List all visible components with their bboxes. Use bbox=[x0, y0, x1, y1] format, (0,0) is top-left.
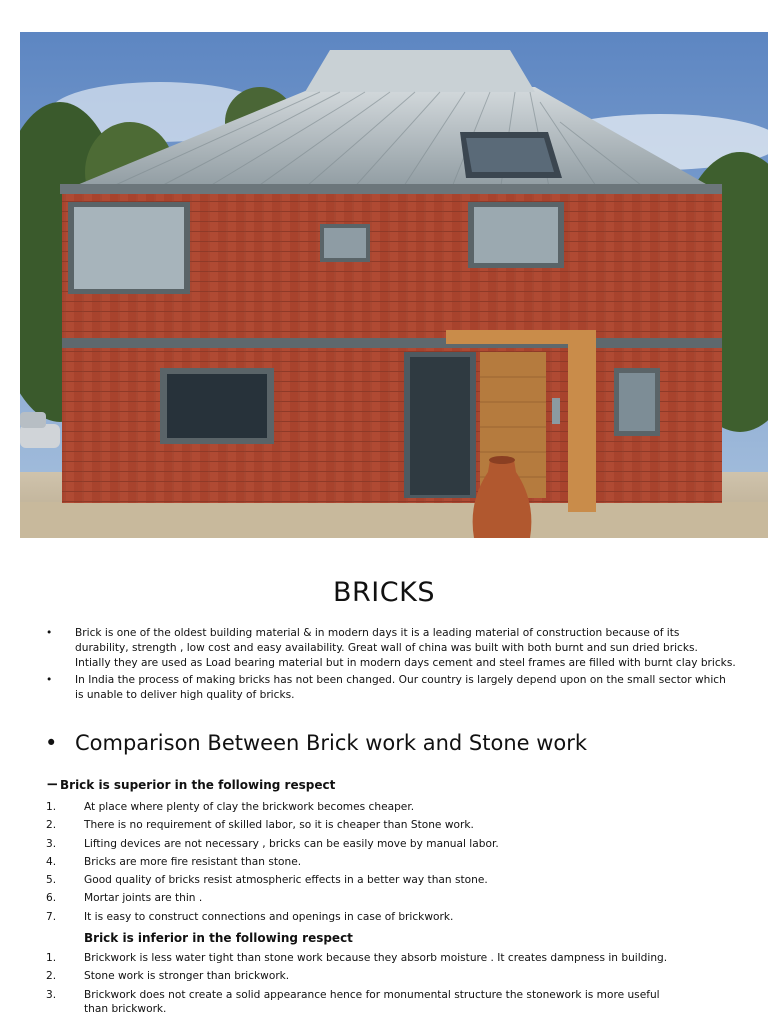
list-item bbox=[46, 910, 686, 925]
item-number: 1. bbox=[46, 952, 57, 964]
list-item bbox=[46, 818, 686, 833]
item-number: 5. bbox=[46, 874, 57, 887]
item-number: 1. bbox=[46, 801, 57, 813]
item-text: Brickwork does not create a solid appearance hence for monumental structure the stonework is more useful than brickwork. bbox=[84, 988, 660, 1016]
item-text: Bricks are more fire resistant than stone. bbox=[84, 855, 302, 868]
item-text: There is no requirement of skilled labor, so it is cheaper than Stone work. bbox=[84, 819, 474, 832]
intro-text: In India the process of making bricks has not been changed. Our country is largely depend upon on the small sector which is unable to deliver high quality of bricks. bbox=[75, 674, 726, 701]
bullet-icon: • bbox=[45, 731, 58, 755]
list-item bbox=[46, 951, 686, 966]
item-text: Lifting devices are not necessary , bricks can be easily move by manual labor. bbox=[84, 837, 499, 850]
bullet-icon: • bbox=[46, 627, 53, 639]
list-item bbox=[46, 855, 686, 870]
list-item bbox=[46, 837, 686, 852]
item-text: It is easy to construct connections and openings in case of brickwork. bbox=[84, 910, 454, 923]
intro-text: Brick is one of the oldest building material & in modern days it is a leading material of construction because of its durability, strength , low cost and easy availability. Great wall of china was built with both burnt and sun dried bricks. Intially they are used as Load bearing material but in modern days cement and steel frames are filled with burnt clay bricks. bbox=[75, 627, 736, 669]
list-item bbox=[46, 873, 686, 888]
superior-heading-text: Brick is superior in the following respect bbox=[60, 778, 336, 792]
comparison-heading bbox=[45, 731, 587, 755]
intro-list bbox=[46, 626, 736, 705]
inferior-list bbox=[46, 951, 686, 1020]
item-number: 2. bbox=[46, 819, 57, 832]
bullet-icon: • bbox=[46, 674, 53, 686]
inferior-heading: Brick is inferior in the following respect bbox=[84, 931, 353, 945]
list-item bbox=[46, 891, 686, 906]
item-text: Mortar joints are thin . bbox=[84, 892, 203, 905]
item-text: Brickwork is less water tight than stone work because they absorb moisture . It creates dampness in building. bbox=[84, 952, 668, 964]
item-number: 2. bbox=[46, 970, 57, 983]
list-item bbox=[46, 626, 736, 671]
superior-heading bbox=[46, 775, 335, 793]
item-text: Good quality of bricks resist atmospheric effects in a better way than stone. bbox=[84, 874, 488, 887]
list-item bbox=[46, 800, 686, 815]
list-item bbox=[46, 988, 686, 1017]
item-text: At place where plenty of clay the brickwork becomes cheaper. bbox=[84, 801, 415, 813]
superior-list bbox=[46, 800, 686, 928]
brick-house-photo bbox=[20, 32, 768, 538]
item-number: 7. bbox=[46, 910, 57, 923]
comparison-heading-text: Comparison Between Brick work and Stone work bbox=[75, 731, 588, 755]
page-title: BRICKS bbox=[333, 577, 435, 608]
dash-icon: − bbox=[46, 775, 59, 793]
list-item bbox=[46, 969, 686, 984]
list-item bbox=[46, 673, 736, 703]
item-number: 6. bbox=[46, 892, 57, 905]
item-number: 4. bbox=[46, 855, 57, 868]
item-number: 3. bbox=[46, 837, 57, 850]
item-number: 3. bbox=[46, 988, 57, 1001]
item-text: Stone work is stronger than brickwork. bbox=[84, 970, 290, 983]
